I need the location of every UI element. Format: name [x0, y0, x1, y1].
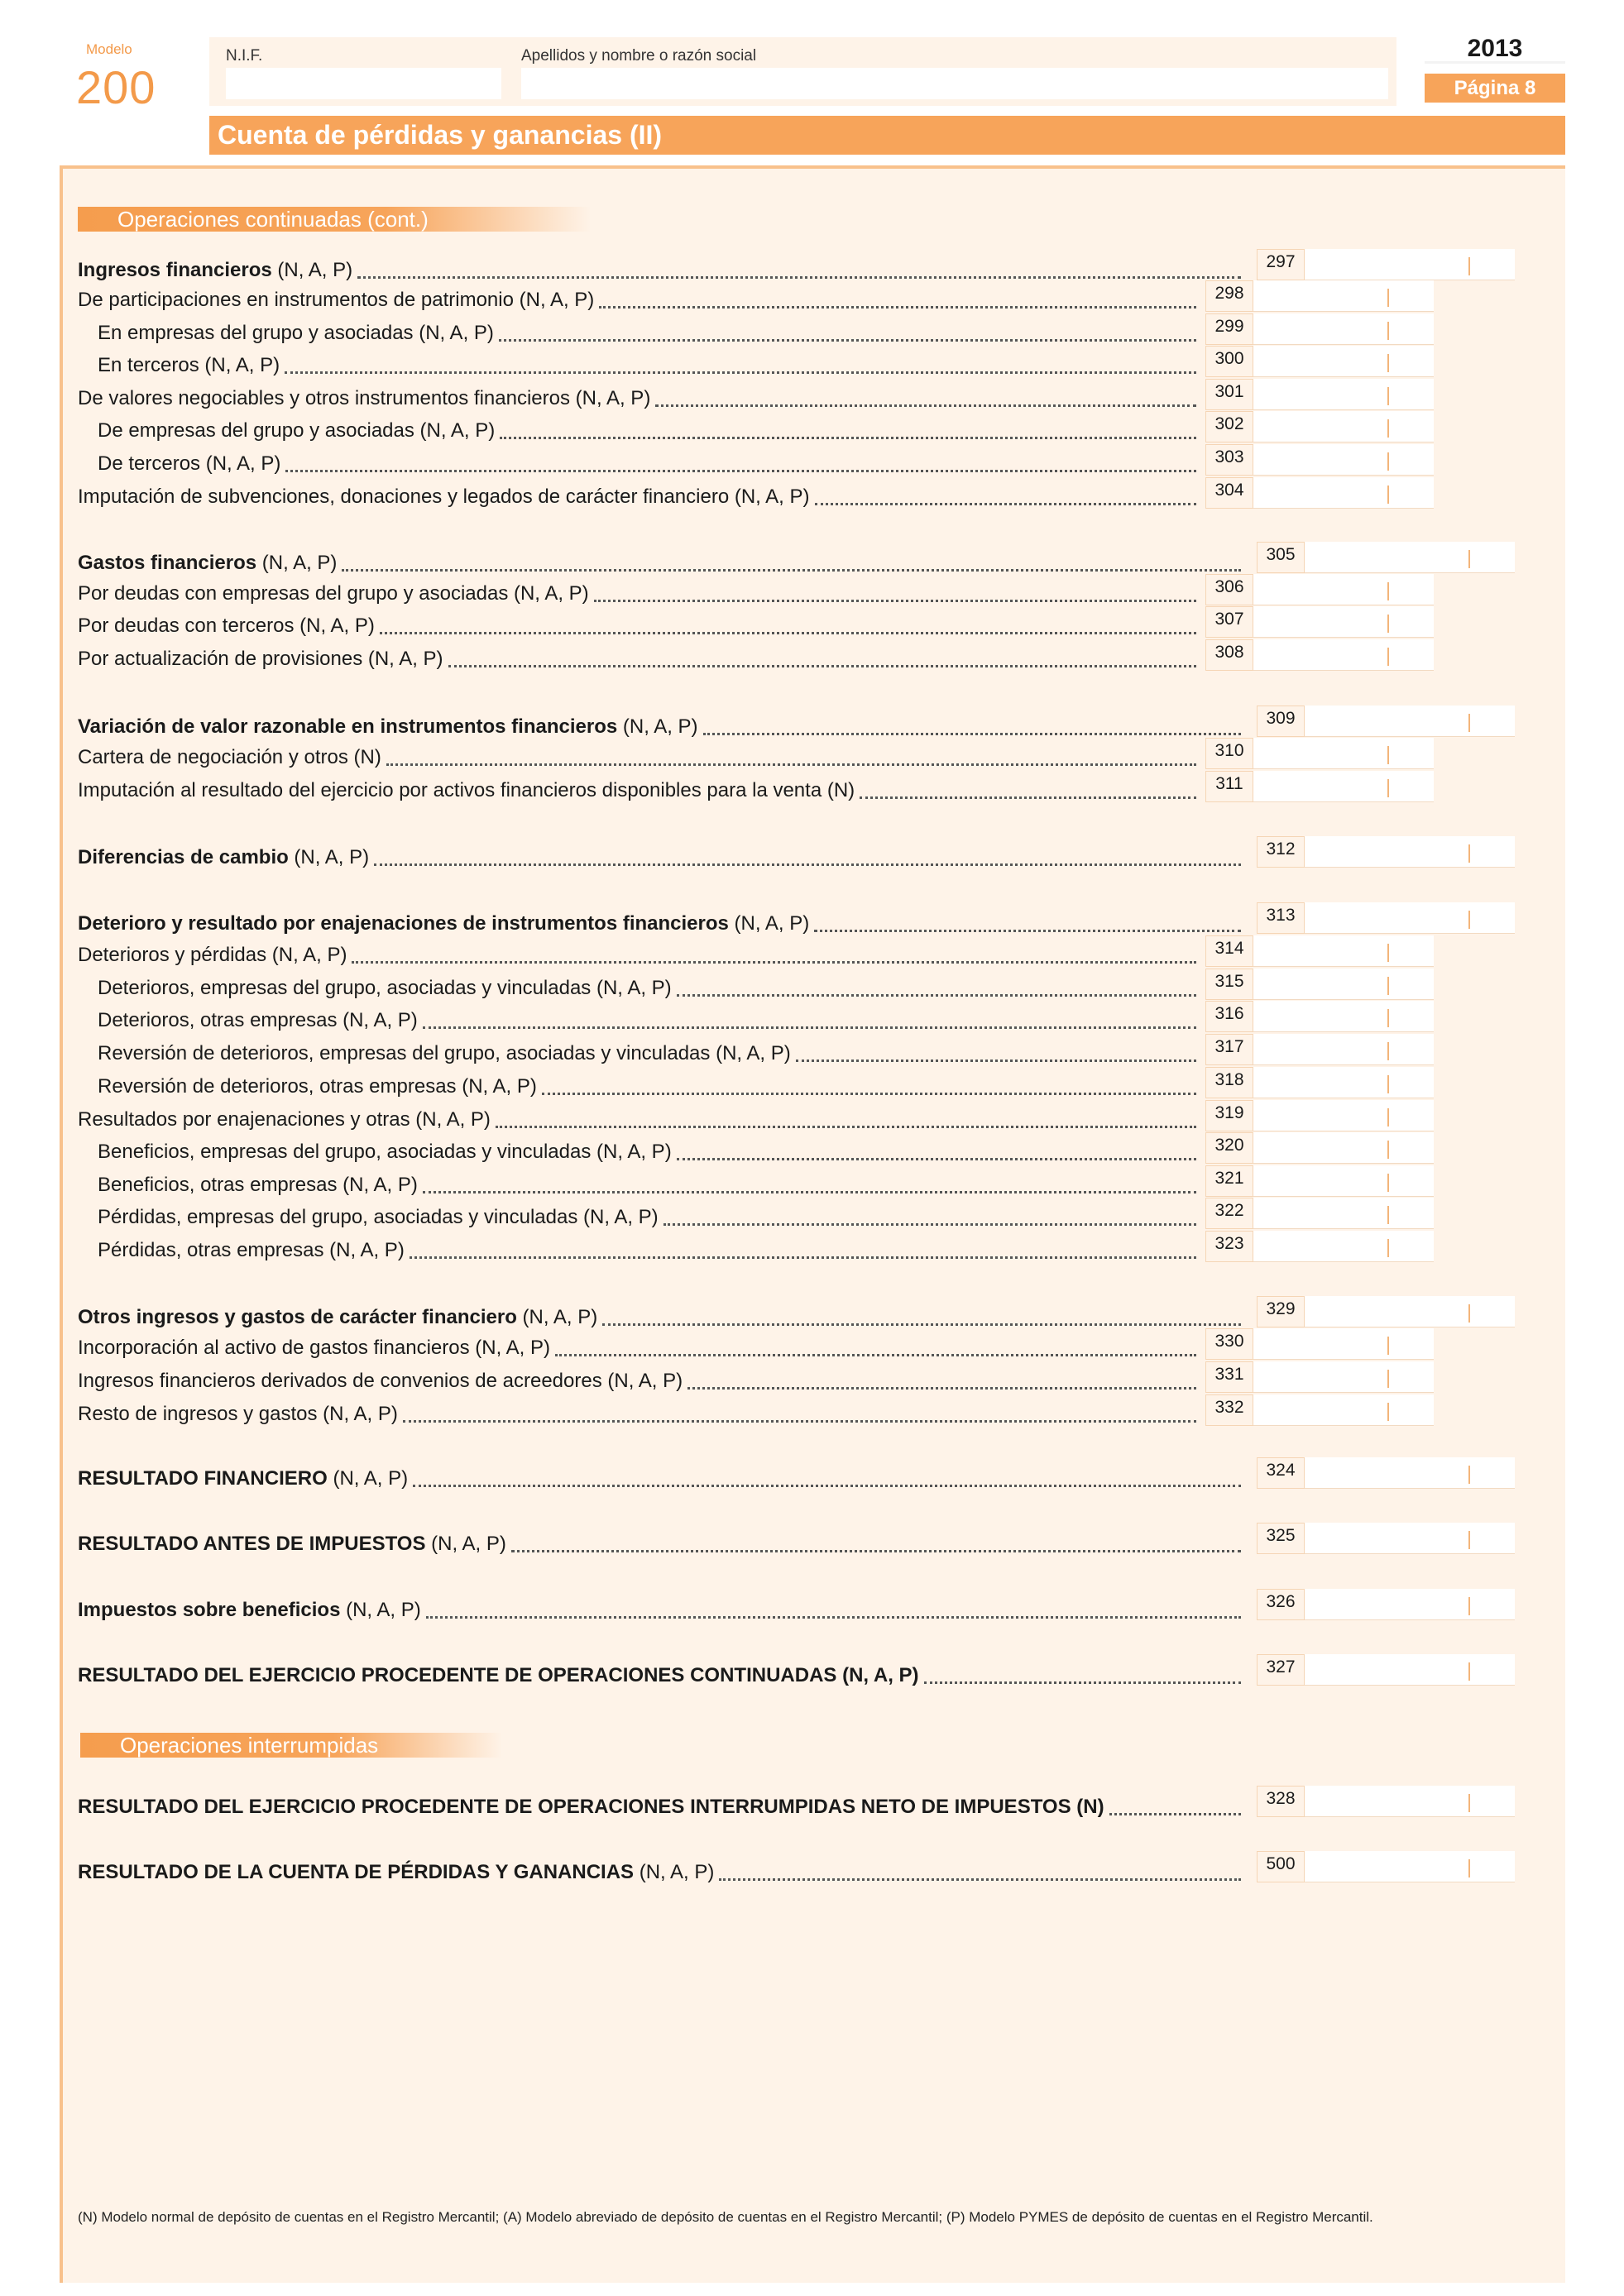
amount-input-322[interactable] — [1253, 1198, 1434, 1229]
decimal-separator — [1387, 322, 1389, 340]
leader-dots — [413, 1485, 1241, 1487]
box-code-310: 310 — [1205, 738, 1253, 769]
row-label-298 — [78, 289, 594, 312]
decimal-separator — [1387, 779, 1389, 797]
amount-input-299[interactable] — [1253, 313, 1434, 345]
amount-input-307[interactable] — [1253, 606, 1434, 638]
amount-input-317[interactable] — [1253, 1034, 1434, 1065]
box-code-329: 329 — [1257, 1296, 1305, 1327]
amount-input-297[interactable] — [1305, 249, 1515, 280]
row-label-bold-309: Variación de valor razonable en instrumentos financieros — [78, 715, 618, 738]
box-code-318: 318 — [1205, 1067, 1253, 1098]
row-label-bold-325: RESULTADO ANTES DE IMPUESTOS — [78, 1533, 426, 1555]
decimal-separator — [1468, 1794, 1470, 1812]
row-label-text-330: Incorporación al activo de gastos financieros (N, A, P) — [78, 1337, 550, 1359]
amount-input-315[interactable] — [1253, 969, 1434, 1000]
row-label-text-302: De empresas del grupo y asociadas (N, A, P) — [98, 419, 496, 442]
leader-dots — [426, 1616, 1241, 1619]
row-label-text-305: (N, A, P) — [256, 552, 338, 574]
leader-dots — [499, 339, 1196, 342]
amount-input-328[interactable] — [1305, 1786, 1515, 1817]
leader-dots — [500, 437, 1196, 439]
amount-input-500[interactable] — [1305, 1851, 1515, 1882]
row-label-328 — [78, 1796, 1104, 1819]
row-label-text-325: (N, A, P) — [425, 1533, 506, 1555]
year-label: 2013 — [1425, 36, 1565, 64]
box-code-320: 320 — [1205, 1132, 1253, 1164]
row-label-309 — [78, 715, 698, 739]
leader-dots — [342, 569, 1241, 572]
decimal-separator — [1387, 1174, 1389, 1192]
decimal-separator — [1387, 452, 1389, 471]
row-label-313 — [78, 912, 809, 935]
box-code-315: 315 — [1205, 969, 1253, 1000]
decimal-separator — [1387, 1009, 1389, 1027]
amount-input-303[interactable] — [1253, 444, 1434, 476]
page-title: Cuenta de pérdidas y ganancias (II) — [209, 116, 1565, 155]
leader-dots — [677, 1158, 1196, 1160]
box-code-317: 317 — [1205, 1034, 1253, 1065]
decimal-separator — [1468, 257, 1470, 275]
row-label-text-313: (N, A, P) — [728, 912, 810, 935]
decimal-separator — [1387, 615, 1389, 633]
row-label-329 — [78, 1306, 597, 1329]
amount-input-327[interactable] — [1305, 1654, 1515, 1686]
decimal-separator — [1387, 289, 1389, 307]
row-label-bold-500: RESULTADO DE LA CUENTA DE PÉRDIDAS Y GANANCIAS — [78, 1861, 635, 1883]
box-code-305: 305 — [1257, 542, 1305, 573]
box-code-311: 311 — [1205, 771, 1253, 802]
leader-dots — [374, 863, 1241, 866]
decimal-separator — [1387, 1206, 1389, 1224]
row-label-bold-297: Ingresos financieros — [78, 259, 272, 281]
row-label-text-324: (N, A, P) — [327, 1467, 409, 1490]
row-label-500 — [78, 1861, 714, 1884]
leader-dots — [594, 600, 1196, 602]
row-label-text-311: Imputación al resultado del ejercicio por activos financieros disponibles para la venta (N) — [78, 779, 855, 801]
box-code-299: 299 — [1205, 313, 1253, 345]
row-label-bold-313: Deterioro y resultado por enajenaciones de instrumentos financieros — [78, 912, 729, 935]
amount-input-310[interactable] — [1253, 738, 1434, 769]
box-code-303: 303 — [1205, 444, 1253, 476]
row-label-324 — [78, 1467, 408, 1490]
row-label-310 — [78, 746, 381, 769]
box-code-324: 324 — [1257, 1457, 1305, 1489]
leader-dots — [410, 1256, 1196, 1259]
row-label-327 — [78, 1664, 919, 1687]
amount-input-318[interactable] — [1253, 1067, 1434, 1098]
leader-dots — [496, 1126, 1196, 1128]
amount-input-326[interactable] — [1305, 1589, 1515, 1620]
row-label-330 — [78, 1337, 550, 1360]
decimal-separator — [1387, 1141, 1389, 1159]
amount-input-312[interactable] — [1305, 836, 1515, 868]
decimal-separator — [1387, 1403, 1389, 1421]
decimal-separator — [1387, 1370, 1389, 1388]
leader-dots — [602, 1323, 1241, 1326]
decimal-separator — [1468, 844, 1470, 863]
leader-dots — [796, 1060, 1196, 1062]
modelo-number: 200 — [76, 61, 156, 113]
leader-dots — [860, 796, 1196, 799]
row-label-text-332: Resto de ingresos y gastos (N, A, P) — [78, 1403, 398, 1425]
nif-field[interactable] — [226, 68, 501, 99]
row-label-bold-329: Otros ingresos y gastos de carácter financiero — [78, 1306, 517, 1328]
leader-dots — [285, 371, 1196, 374]
amount-input-306[interactable] — [1253, 574, 1434, 605]
leader-dots — [448, 665, 1196, 667]
amount-input-298[interactable] — [1253, 280, 1434, 312]
decimal-separator — [1387, 582, 1389, 600]
leader-dots — [703, 733, 1241, 735]
row-label-bold-328: RESULTADO DEL EJERCICIO PROCEDENTE DE OPERACIONES INTERRUMPIDAS NETO DE IMPUESTOS (N) — [78, 1796, 1104, 1818]
box-code-330: 330 — [1205, 1328, 1253, 1360]
row-label-322 — [98, 1206, 659, 1229]
amount-input-320[interactable] — [1253, 1132, 1434, 1164]
leader-dots — [357, 276, 1241, 279]
row-label-text-321: Beneficios, otras empresas (N, A, P) — [98, 1174, 418, 1196]
amount-input-321[interactable] — [1253, 1165, 1434, 1197]
box-code-304: 304 — [1205, 477, 1253, 509]
row-label-314 — [78, 944, 347, 967]
row-label-305 — [78, 552, 337, 575]
box-code-319: 319 — [1205, 1100, 1253, 1131]
row-label-text-319: Resultados por enajenaciones y otras (N, A, P) — [78, 1108, 491, 1131]
decimal-separator — [1387, 387, 1389, 405]
row-label-bold-324: RESULTADO FINANCIERO — [78, 1467, 328, 1490]
row-label-323 — [98, 1239, 405, 1262]
box-code-301: 301 — [1205, 379, 1253, 410]
decimal-separator — [1468, 1859, 1470, 1877]
leader-dots — [924, 1681, 1241, 1684]
decimal-separator — [1468, 1597, 1470, 1615]
nif-label: N.I.F. — [226, 47, 263, 65]
leader-dots — [352, 961, 1196, 964]
box-code-326: 326 — [1257, 1589, 1305, 1620]
row-label-331 — [78, 1370, 683, 1393]
leader-dots — [1109, 1813, 1241, 1815]
leader-dots — [423, 1026, 1196, 1029]
row-label-301 — [78, 387, 650, 410]
row-label-text-323: Pérdidas, otras empresas (N, A, P) — [98, 1239, 405, 1261]
box-code-307: 307 — [1205, 606, 1253, 638]
row-label-315 — [98, 977, 672, 1000]
row-label-319 — [78, 1108, 491, 1131]
amount-input-309[interactable] — [1305, 706, 1515, 737]
box-code-323: 323 — [1205, 1231, 1253, 1262]
row-label-text-329: (N, A, P) — [516, 1306, 598, 1328]
decimal-separator — [1387, 1239, 1389, 1257]
section-interrupted: Operaciones interrumpidas — [80, 1733, 502, 1758]
leader-dots — [663, 1223, 1196, 1226]
row-label-text-297: (N, A, P) — [271, 259, 353, 281]
amount-input-311[interactable] — [1253, 771, 1434, 802]
amount-input-302[interactable] — [1253, 411, 1434, 442]
row-label-320 — [98, 1141, 672, 1164]
row-label-text-310: Cartera de negociación y otros (N) — [78, 746, 381, 768]
decimal-separator — [1387, 419, 1389, 438]
row-label-text-317: Reversión de deterioros, empresas del grupo, asociadas y vinculadas (N, A, P) — [98, 1042, 791, 1064]
row-label-304 — [78, 486, 810, 509]
box-code-327: 327 — [1257, 1654, 1305, 1686]
row-label-bold-305: Gastos financieros — [78, 552, 257, 574]
amount-input-319[interactable] — [1253, 1100, 1434, 1131]
amount-input-308[interactable] — [1253, 639, 1434, 671]
row-label-text-312: (N, A, P) — [288, 846, 370, 868]
row-label-text-315: Deterioros, empresas del grupo, asociadas y vinculadas (N, A, P) — [98, 977, 672, 999]
amount-input-330[interactable] — [1253, 1328, 1434, 1360]
leader-dots — [677, 994, 1196, 997]
decimal-separator — [1387, 1337, 1389, 1355]
leader-dots — [386, 763, 1196, 766]
row-label-text-307: Por deudas con terceros (N, A, P) — [78, 615, 375, 637]
amount-input-324[interactable] — [1305, 1457, 1515, 1489]
leader-dots — [403, 1420, 1196, 1423]
row-label-303 — [98, 452, 280, 476]
row-label-text-331: Ingresos financieros derivados de convenios de acreedores (N, A, P) — [78, 1370, 683, 1392]
decimal-separator — [1387, 746, 1389, 764]
decimal-separator — [1468, 911, 1470, 929]
box-code-328: 328 — [1257, 1786, 1305, 1817]
box-code-325: 325 — [1257, 1523, 1305, 1554]
row-label-325 — [78, 1533, 506, 1556]
decimal-separator — [1468, 1662, 1470, 1681]
row-label-text-500: (N, A, P) — [634, 1861, 715, 1883]
amount-input-316[interactable] — [1253, 1001, 1434, 1032]
decimal-separator — [1468, 714, 1470, 732]
row-label-299 — [98, 322, 494, 345]
row-label-308 — [78, 648, 443, 671]
leader-dots — [719, 1878, 1241, 1881]
amount-input-332[interactable] — [1253, 1394, 1434, 1426]
box-code-297: 297 — [1257, 249, 1305, 280]
decimal-separator — [1387, 1042, 1389, 1060]
row-label-text-303: De terceros (N, A, P) — [98, 452, 281, 475]
amount-input-325[interactable] — [1305, 1523, 1515, 1554]
amount-input-304[interactable] — [1253, 477, 1434, 509]
row-label-text-318: Reversión de deterioros, otras empresas (N, A, P) — [98, 1075, 537, 1098]
box-code-332: 332 — [1205, 1394, 1253, 1426]
box-code-313: 313 — [1257, 902, 1305, 934]
row-label-300 — [98, 354, 280, 377]
section-continuing: Operaciones continuadas (cont.) — [78, 207, 591, 232]
row-label-text-304: Imputación de subvenciones, donaciones y legados de carácter financiero (N, A, P) — [78, 486, 810, 508]
leader-dots — [285, 470, 1196, 472]
box-code-321: 321 — [1205, 1165, 1253, 1197]
row-label-text-316: Deterioros, otras empresas (N, A, P) — [98, 1009, 418, 1031]
row-label-text-308: Por actualización de provisiones (N, A, P) — [78, 648, 443, 670]
row-label-307 — [78, 615, 375, 638]
leader-dots — [542, 1093, 1196, 1095]
row-label-316 — [98, 1009, 418, 1032]
row-label-text-299: En empresas del grupo y asociadas (N, A, P) — [98, 322, 494, 344]
box-code-500: 500 — [1257, 1851, 1305, 1882]
amount-input-301[interactable] — [1253, 379, 1434, 410]
row-label-text-306: Por deudas con empresas del grupo y asociadas (N, A, P) — [78, 582, 589, 605]
box-code-331: 331 — [1205, 1361, 1253, 1393]
row-label-332 — [78, 1403, 398, 1426]
box-code-298: 298 — [1205, 280, 1253, 312]
leader-dots — [511, 1550, 1241, 1552]
leader-dots — [815, 503, 1196, 505]
row-label-bold-312: Diferencias de cambio — [78, 846, 289, 868]
decimal-separator — [1387, 648, 1389, 666]
row-label-text-314: Deterioros y pérdidas (N, A, P) — [78, 944, 347, 966]
leader-dots — [655, 404, 1196, 407]
decimal-separator — [1468, 1466, 1470, 1484]
leader-dots — [599, 306, 1196, 309]
row-label-318 — [98, 1075, 537, 1098]
row-label-text-326: (N, A, P) — [340, 1599, 421, 1621]
decimal-separator — [1387, 486, 1389, 504]
row-label-text-309: (N, A, P) — [617, 715, 698, 738]
amount-input-331[interactable] — [1253, 1361, 1434, 1393]
modelo-label: Modelo — [86, 41, 132, 57]
row-label-326 — [78, 1599, 421, 1622]
row-label-302 — [98, 419, 495, 442]
box-code-309: 309 — [1257, 706, 1305, 737]
footnote: (N) Modelo normal de depósito de cuentas en el Registro Mercantil; (A) Modelo abreviado de depósito de cuentas en el Registro Mercantil; (P) Modelo PYMES de depósito de cuentas en el Registro Mercantil. — [78, 2209, 1373, 2225]
box-code-312: 312 — [1257, 836, 1305, 868]
box-code-308: 308 — [1205, 639, 1253, 671]
decimal-separator — [1468, 1304, 1470, 1323]
row-label-312 — [78, 846, 369, 869]
row-label-bold-327: RESULTADO DEL EJERCICIO PROCEDENTE DE OPERACIONES CONTINUADAS (N, A, P) — [78, 1664, 919, 1686]
row-label-text-300: En terceros (N, A, P) — [98, 354, 280, 376]
row-label-text-301: De valores negociables y otros instrumentos financieros (N, A, P) — [78, 387, 651, 409]
row-label-321 — [98, 1174, 418, 1197]
row-label-text-322: Pérdidas, empresas del grupo, asociadas y vinculadas (N, A, P) — [98, 1206, 659, 1228]
row-label-306 — [78, 582, 589, 605]
amount-input-329[interactable] — [1305, 1296, 1515, 1327]
row-label-text-320: Beneficios, empresas del grupo, asociadas y vinculadas (N, A, P) — [98, 1141, 672, 1163]
decimal-separator — [1387, 354, 1389, 372]
row-label-297 — [78, 259, 352, 282]
row-label-317 — [98, 1042, 791, 1065]
name-field[interactable] — [521, 68, 1388, 99]
leader-dots — [380, 632, 1196, 634]
leader-dots — [687, 1387, 1196, 1390]
decimal-separator — [1468, 550, 1470, 568]
decimal-separator — [1468, 1531, 1470, 1549]
decimal-separator — [1387, 1075, 1389, 1093]
box-code-314: 314 — [1205, 935, 1253, 967]
leader-dots — [814, 930, 1241, 932]
amount-input-313[interactable] — [1305, 902, 1515, 934]
decimal-separator — [1387, 1108, 1389, 1126]
amount-input-300[interactable] — [1253, 346, 1434, 377]
row-label-311 — [78, 779, 855, 802]
box-code-300: 300 — [1205, 346, 1253, 377]
name-label: Apellidos y nombre o razón social — [521, 47, 757, 65]
amount-input-323[interactable] — [1253, 1231, 1434, 1262]
box-code-316: 316 — [1205, 1001, 1253, 1032]
box-code-322: 322 — [1205, 1198, 1253, 1229]
decimal-separator — [1387, 977, 1389, 995]
leader-dots — [423, 1191, 1196, 1193]
amount-input-314[interactable] — [1253, 935, 1434, 967]
box-code-302: 302 — [1205, 411, 1253, 442]
leader-dots — [555, 1354, 1196, 1356]
decimal-separator — [1387, 944, 1389, 962]
page-label: Página 8 — [1425, 74, 1565, 103]
box-code-306: 306 — [1205, 574, 1253, 605]
row-label-text-298: De participaciones en instrumentos de patrimonio (N, A, P) — [78, 289, 595, 311]
row-label-bold-326: Impuestos sobre beneficios — [78, 1599, 341, 1621]
amount-input-305[interactable] — [1305, 542, 1515, 573]
